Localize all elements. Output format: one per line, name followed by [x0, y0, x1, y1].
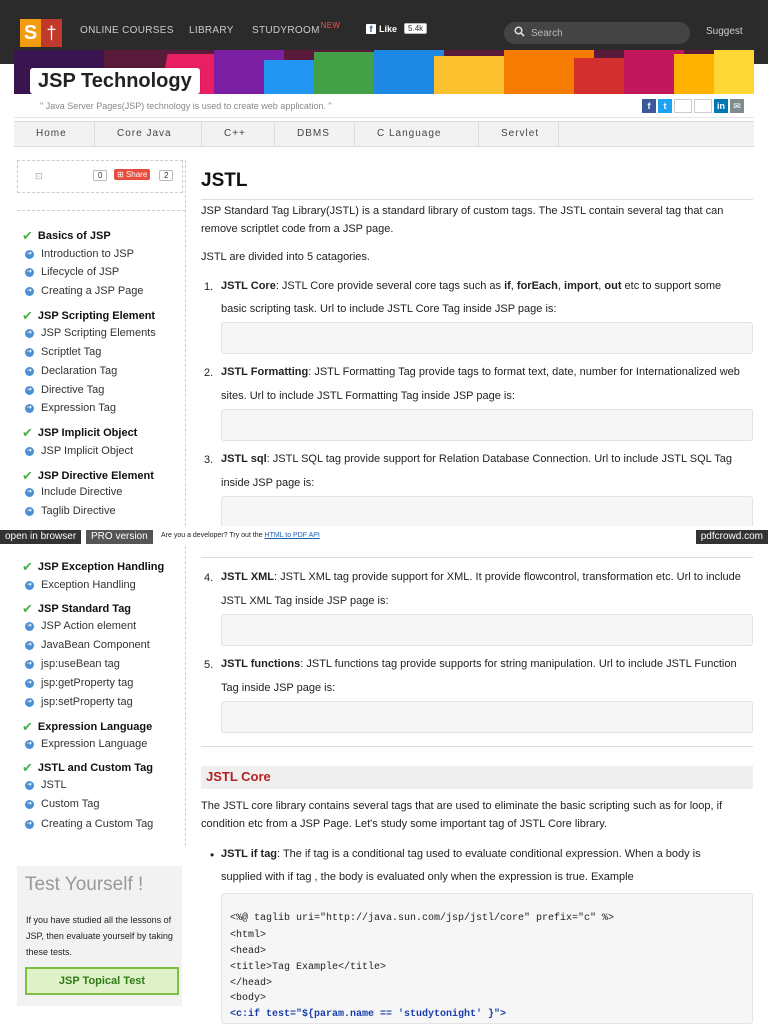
keyword: import — [564, 280, 599, 292]
code-line: <%@ taglib uri="http://java.sun.com/jsp/jstl/core" prefix="c" %> — [230, 913, 615, 924]
arrow-icon: ➜ — [26, 622, 33, 629]
code-line: <html> — [230, 930, 267, 941]
sidebar-item-label: jsp:setProperty tag — [41, 696, 133, 708]
list-item-title: JSTL Formatting — [221, 366, 309, 378]
sidebar-item[interactable] — [25, 384, 104, 396]
code-box — [221, 496, 753, 526]
html-to-pdf-link[interactable]: HTML to PDF API — [264, 532, 320, 539]
fb-like-count: 5.4k — [404, 23, 427, 34]
list-item-formatting — [221, 361, 740, 384]
list-item-title: JSTL Core — [221, 280, 276, 292]
arrow-icon: ➜ — [26, 250, 33, 257]
share-widget — [17, 160, 183, 193]
arrow-icon: ➜ — [26, 740, 33, 747]
pdfcrowd-bar — [0, 530, 768, 545]
sidebar-item[interactable] — [25, 696, 133, 708]
list-number: 5. — [204, 659, 214, 671]
logo-s: S — [20, 19, 41, 47]
arrow-icon: ➜ — [26, 820, 33, 827]
list-item-xml — [221, 566, 741, 589]
sidebar-head-label: JSP Scripting Element — [37, 310, 156, 322]
test-yourself-title: Test Yourself ! — [25, 874, 144, 895]
code-box — [221, 614, 753, 646]
sidebar-item[interactable] — [25, 639, 150, 651]
check-icon: ✔ — [22, 425, 33, 440]
list-number: 3. — [204, 454, 214, 466]
search-input[interactable] — [531, 28, 681, 39]
sidebar-item-label: Scriptlet Tag — [41, 346, 102, 358]
check-icon: ✔ — [22, 559, 33, 574]
list-item-text: : JSTL XML tag provide support for XML. It provide flowcontrol, transformation etc. Url to include — [273, 571, 741, 583]
sidebar-item-label: jsp:getProperty tag — [41, 677, 134, 689]
menu-core-java[interactable]: Core Java — [95, 122, 202, 146]
list-number: 4. — [204, 572, 214, 584]
fb-like-label: Like — [379, 23, 398, 34]
sidebar-item[interactable] — [25, 579, 136, 591]
menu-c-language[interactable]: C Language — [355, 122, 479, 146]
arrow-icon: ➜ — [26, 679, 33, 686]
email-share-icon[interactable]: ✉ — [730, 99, 744, 113]
check-icon: ✔ — [22, 760, 33, 775]
if-tag-line2: supplied with if tag , the body is evaluated only when the expression is true. Example — [221, 871, 634, 883]
sidebar-item[interactable] — [25, 658, 120, 670]
list-item-text: etc to support some — [621, 280, 722, 292]
arrow-icon: ➜ — [26, 507, 33, 514]
sidebar-item[interactable] — [25, 779, 67, 791]
twitter-share-icon[interactable]: t — [658, 99, 672, 113]
tagline-text: " Java Server Pages(JSP) technology is used to create web application. " — [40, 101, 332, 111]
sidebar-item[interactable] — [25, 620, 136, 632]
sidebar-head-jstl[interactable] — [22, 760, 153, 776]
page-break-divider — [201, 557, 753, 558]
sidebar-head-el[interactable] — [22, 719, 152, 735]
section-divider — [201, 746, 753, 747]
tagline-bar — [14, 94, 754, 118]
sidebar-item[interactable] — [25, 818, 153, 830]
section-title: JSTL Core — [206, 769, 271, 784]
list-item-functions — [221, 653, 737, 676]
pro-version-button[interactable]: PRO version — [86, 530, 153, 544]
sidebar-item-label: Exception Handling — [41, 579, 136, 591]
code-box — [221, 409, 753, 441]
check-icon: ✔ — [22, 228, 33, 243]
sidebar-item[interactable] — [25, 738, 147, 750]
sidebar-item[interactable] — [25, 486, 122, 498]
sidebar-item[interactable] — [25, 677, 133, 689]
arrow-icon: ➜ — [26, 287, 33, 294]
code-box — [221, 322, 753, 354]
sidebar-item-label: Directive Tag — [41, 384, 105, 396]
code-line: <body> — [230, 993, 267, 1004]
arrow-icon: ➜ — [26, 386, 33, 393]
sidebar-divider — [17, 210, 185, 211]
sidebar-head-label: JSP Standard Tag — [37, 603, 132, 615]
social-icons — [642, 99, 744, 113]
intro-line-2: remove scriptlet code from a JSP page. — [201, 223, 394, 235]
menu-servlet[interactable]: Servlet — [479, 122, 559, 146]
jsp-topical-test-button[interactable]: JSP Topical Test — [25, 967, 179, 995]
list-item-text: : JSTL SQL tag provide support for Relation Database Connection. Url to include JSTL SQL Tag — [266, 453, 732, 465]
sidebar-item-label: Creating a Custom Tag — [41, 818, 154, 830]
intro-line-3: JSTL are divided into 5 catagories. — [201, 251, 370, 263]
sidebar-head-exception[interactable] — [22, 559, 164, 575]
sidebar-item-label: Custom Tag — [41, 798, 100, 810]
sidebar-item-label: Creating a JSP Page — [41, 285, 144, 297]
code-line: <head> — [230, 946, 267, 957]
core-paragraph-1: The JSTL core library contains several tags that are used to eliminate the basic scripting such as for loop, if — [201, 800, 723, 812]
list-item-core: JSTL Core: JSTL Core provide several core tags such as if, forEach, import, out etc to support some — [221, 280, 722, 292]
sidebar-item-label: JSP Scripting Elements — [41, 327, 156, 339]
code-line: <title>Tag Example</title> — [230, 962, 387, 973]
facebook-like-button[interactable] — [366, 23, 427, 34]
menu-cpp[interactable]: C++ — [202, 122, 275, 146]
sidebar-head-implicit[interactable] — [22, 425, 137, 441]
sidebar-item-label: JavaBean Component — [41, 639, 150, 651]
arrow-icon: ➜ — [26, 698, 33, 705]
sidebar-item-label: Expression Tag — [41, 402, 117, 414]
blank-share-icon[interactable] — [694, 99, 712, 113]
sidebar-item[interactable] — [25, 285, 144, 297]
sidebar-item-label: Declaration Tag — [41, 365, 118, 377]
main-menu — [14, 121, 754, 147]
list-item-line2: JSTL XML Tag inside JSP page is: — [221, 595, 389, 607]
code-box — [221, 701, 753, 733]
sidebar-item-label: JSP Implicit Object — [41, 445, 134, 457]
sidebar-head-basics[interactable] — [22, 228, 111, 244]
sidebar-item[interactable] — [25, 346, 101, 358]
nav-studyroom[interactable] — [252, 21, 341, 36]
sidebar-head-label: JSP Directive Element — [37, 470, 154, 482]
intro-line-1: JSP Standard Tag Library(JSTL) is a standard library of custom tags. The JSTL contain several tag that can — [201, 205, 724, 217]
arrow-icon: ➜ — [26, 329, 33, 336]
arrow-icon: ➜ — [26, 581, 33, 588]
list-item-sql — [221, 448, 732, 471]
sidebar-item[interactable] — [25, 248, 134, 260]
section-header — [201, 766, 753, 789]
nav-studyroom-label: STUDYROOM — [252, 25, 320, 36]
sidebar-item-label: Introduction to JSP — [41, 248, 134, 260]
list-item-title: JSTL functions — [221, 658, 301, 670]
sidebar-head-label: Expression Language — [37, 721, 153, 733]
sidebar-item-label: JSTL — [41, 779, 67, 791]
facebook-share-icon[interactable]: f — [642, 99, 656, 113]
list-item-title: JSTL XML — [221, 571, 274, 583]
arrow-icon: ➜ — [26, 348, 33, 355]
menu-home[interactable]: Home — [14, 122, 95, 146]
list-item-text: : JSTL functions tag provide supports for string manipulation. Url to include JSTL Function — [300, 658, 737, 670]
list-number: 1. — [204, 281, 214, 293]
search-box[interactable] — [504, 22, 690, 44]
list-item-line2: basic scripting task. Url to include JSTL Core Tag inside JSP page is: — [221, 303, 557, 315]
check-icon: ✔ — [22, 308, 33, 323]
if-tag-item — [221, 843, 701, 866]
list-item-line2: inside JSP page is: — [221, 477, 315, 489]
keyword: if — [504, 280, 511, 292]
page-title: JSTL — [201, 170, 248, 191]
sidebar-item-label: jsp:useBean tag — [41, 658, 120, 670]
share-count-right: 2 — [159, 170, 173, 181]
nav-online-courses[interactable]: ONLINE COURSES — [80, 25, 174, 36]
sidebar-border-lower — [185, 546, 186, 846]
check-icon: ✔ — [22, 719, 33, 734]
share-button[interactable]: ⊞ Share — [114, 169, 150, 180]
arrow-icon: ➜ — [26, 641, 33, 648]
open-in-browser-button[interactable]: open in browser — [0, 530, 81, 544]
pdfcrowd-brand[interactable]: pdfcrowd.com — [696, 530, 768, 544]
code-example — [221, 893, 753, 1024]
sidebar-item[interactable] — [25, 798, 100, 810]
arrow-icon: ➜ — [26, 488, 33, 495]
sidebar-item-label: Expression Language — [41, 738, 148, 750]
menu-dbms[interactable]: DBMS — [275, 122, 355, 146]
if-tag-title: JSTL if tag — [221, 848, 278, 860]
code-line: </head> — [230, 978, 273, 989]
page-banner-title: JSP Technology — [30, 68, 200, 94]
facebook-icon: f — [366, 24, 376, 34]
check-icon: ✔ — [22, 601, 33, 616]
test-yourself-box — [17, 866, 182, 1006]
arrow-icon: ➜ — [26, 781, 33, 788]
sidebar-item-label: Taglib Directive — [41, 505, 116, 517]
arrow-icon: ➜ — [26, 367, 33, 374]
code-line-highlight: <c:if test="${param.name == 'studytonight' }"> — [230, 1009, 507, 1020]
sidebar-item[interactable] — [25, 505, 116, 517]
sidebar-head-label: JSTL and Custom Tag — [37, 762, 154, 774]
list-item-title: JSTL sql — [221, 453, 267, 465]
sidebar-item[interactable] — [25, 266, 119, 278]
share-label: Share — [125, 170, 148, 179]
suggest-link[interactable]: Suggest — [706, 26, 743, 37]
logo-t: † — [41, 19, 62, 47]
sidebar-head-label: JSP Implicit Object — [37, 427, 138, 439]
list-item-line2: sites. Url to include JSTL Formatting Tag inside JSP page is: — [221, 390, 515, 402]
sidebar-head-standard[interactable] — [22, 601, 131, 617]
bullet-icon: • — [210, 848, 215, 862]
nav-library[interactable]: LIBRARY — [189, 25, 234, 36]
if-tag-text: : The if tag is a conditional tag used to evaluate conditional expression. When a body is — [277, 848, 701, 860]
sidebar-item-label: Lifecycle of JSP — [41, 266, 120, 278]
google-share-icon[interactable] — [674, 99, 692, 113]
sidebar-item[interactable] — [25, 365, 117, 377]
pdfcrowd-message — [161, 532, 320, 539]
list-number: 2. — [204, 367, 214, 379]
core-paragraph-2: condition etc from a JSP Page. Let's study some important tag of JSTL Core library. — [201, 818, 608, 830]
linkedin-share-icon[interactable]: in — [714, 99, 728, 113]
search-icon — [514, 26, 525, 40]
sidebar-border — [185, 160, 186, 526]
share-count-left: 0 — [93, 170, 107, 181]
check-icon: ✔ — [22, 468, 33, 483]
arrow-icon: ➜ — [26, 268, 33, 275]
site-logo[interactable] — [20, 19, 62, 47]
rss-icon[interactable]: ⊡ — [35, 171, 43, 181]
list-item-text: : JSTL Formatting Tag provide tags to format text, date, number for Internationalized web — [308, 366, 740, 378]
sidebar-item-label: Include Directive — [41, 486, 123, 498]
pdfcrowd-message-text: Are you a developer? Try out the — [161, 532, 265, 539]
list-item-line2: Tag inside JSP page is: — [221, 682, 336, 694]
list-item-text: : JSTL Core provide several core tags such as — [275, 280, 505, 292]
arrow-icon: ➜ — [26, 800, 33, 807]
sidebar-head-label: JSP Exception Handling — [37, 561, 165, 573]
new-badge: NEW — [320, 21, 341, 30]
test-yourself-description: If you have studied all the lessons of JSP, then evaluate yourself by taking these tests. — [26, 915, 173, 957]
keyword: forEach — [516, 280, 558, 292]
keyword: out — [604, 280, 622, 292]
sidebar-item[interactable] — [25, 445, 133, 457]
sidebar-item[interactable] — [25, 402, 116, 414]
arrow-icon: ➜ — [26, 404, 33, 411]
sidebar-head-directive[interactable] — [22, 468, 154, 484]
arrow-icon: ➜ — [26, 660, 33, 667]
sidebar-item-label: JSP Action element — [41, 620, 137, 632]
sidebar-head-label: Basics of JSP — [37, 230, 111, 242]
arrow-icon: ➜ — [26, 447, 33, 454]
sidebar-head-scripting[interactable] — [22, 308, 155, 324]
sidebar-item[interactable] — [25, 327, 156, 339]
